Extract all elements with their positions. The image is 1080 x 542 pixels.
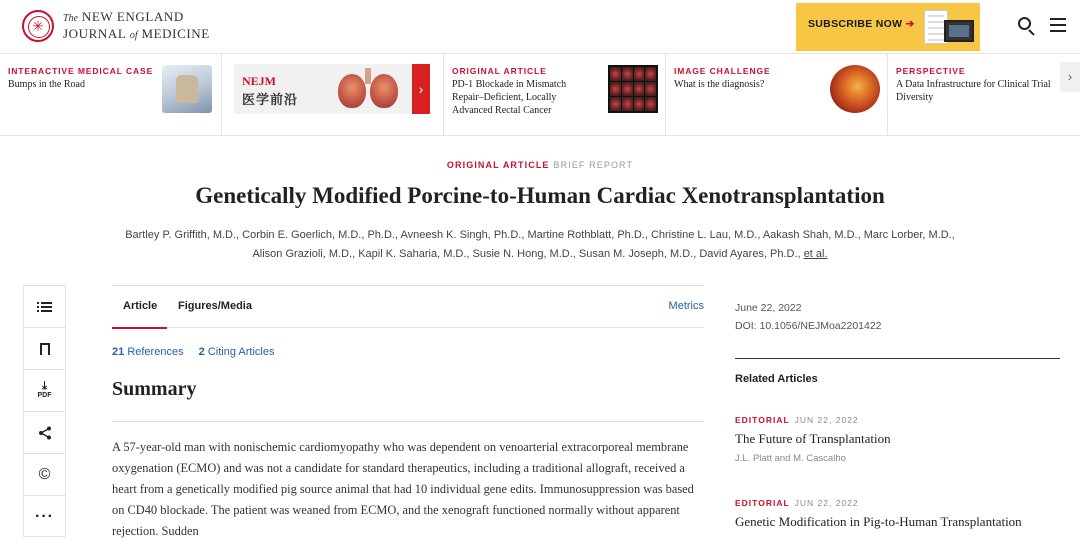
related-type: EDITORIAL [735, 415, 790, 425]
share-icon [38, 426, 52, 440]
nejm-seal-icon [22, 10, 54, 42]
article-subtype: BRIEF REPORT [553, 160, 634, 170]
logo-medicine: MEDICINE [141, 26, 210, 41]
authors-line-2: Alison Grazioli, M.D., Kapil K. Saharia, M.D., Susie N. Hong, M.D., Susan M. Joseph, M.D., David Ayares, Ph.D., [252, 248, 801, 260]
arrow-right-icon: ➔ [905, 18, 915, 30]
authors-line-1: Bartley P. Griffith, M.D., Corbin E. Goerlich, M.D., Ph.D., Avneesh K. Singh, Ph.D., Martine Rothblatt, Ph.D., Christine L. Lau, M.D., Aakash Shah, M.D., Marc Lorber, M.D., [125, 229, 955, 241]
nejm-logo[interactable] [22, 9, 210, 43]
outline-button[interactable] [23, 285, 66, 327]
site-header [0, 0, 1080, 54]
subscribe-label: SUBSCRIBE NOW ➔ [808, 18, 915, 30]
devices-illustration-icon [924, 8, 976, 48]
related-authors: J.L. Platt and M. Cascalho [735, 453, 846, 464]
lungs-icon [332, 68, 404, 110]
article-tabs [112, 285, 704, 328]
related-date: JUN 22, 2022 [794, 415, 859, 425]
article-type: ORIGINAL ARTICLE [446, 160, 550, 170]
et-al-link[interactable]: et al. [803, 248, 828, 260]
banner-arrow-icon[interactable]: › [412, 64, 430, 114]
article-meta [735, 299, 882, 335]
related-title[interactable]: The Future of Transplantation [735, 431, 891, 446]
tab-metrics[interactable]: Metrics [668, 300, 704, 312]
more-button[interactable] [23, 495, 66, 537]
related-articles-heading: Related Articles [735, 373, 818, 385]
pdf-icon: ⤓ PDF [37, 379, 52, 399]
promo-kicker: PERSPECTIVE [896, 66, 966, 76]
related-title[interactable]: Genetic Modification in Pig-to-Human Transplantation [735, 514, 1022, 529]
nejm-chinese-banner[interactable] [234, 64, 430, 114]
promo-title: What is the diagnosis? [674, 79, 765, 90]
chevron-right-icon[interactable]: › [1060, 62, 1080, 92]
tab-figures-media[interactable]: Figures/Media [178, 300, 252, 312]
pdf-label: PDF [37, 391, 52, 399]
case-thumbnail-icon [162, 65, 212, 113]
pdf-download-button[interactable] [23, 369, 66, 411]
promo-card-perspective[interactable] [888, 54, 1060, 136]
related-date: JUN 22, 2022 [794, 498, 859, 508]
reference-links [112, 346, 274, 358]
references-link[interactable]: 21 References [112, 346, 184, 358]
related-article-item[interactable] [735, 415, 1060, 464]
promo-title: PD-1 Blockade in Mismatch Repair–Deficient, Locally Advanced Rectal Cancer [452, 79, 567, 116]
article-title: Genetically Modified Porcine-to-Human Cardiac Xenotransplantation [195, 183, 885, 208]
author-list [100, 226, 980, 264]
menu-icon[interactable] [1050, 18, 1066, 32]
tab-article[interactable]: Article [123, 300, 158, 312]
logo-journal: JOURNAL [63, 26, 126, 41]
doi: DOI: 10.1056/NEJMoa2201422 [735, 320, 882, 332]
article-kicker [0, 160, 1080, 170]
copyright-icon: © [38, 465, 51, 483]
article-tool-rail [23, 285, 66, 537]
promo-title: Bumps in the Road [8, 79, 85, 90]
banner-text: 医学前沿 [242, 92, 299, 107]
mri-thumbnail-icon [608, 65, 658, 113]
bookmark-button[interactable] [23, 327, 66, 369]
logo-the: The [63, 13, 78, 24]
citing-articles-link[interactable]: 2 Citing Articles [198, 346, 275, 358]
more-icon: ··· [35, 507, 54, 525]
divider [735, 358, 1060, 359]
promo-card-image-challenge[interactable] [666, 54, 888, 136]
list-icon [38, 302, 52, 312]
bookmark-icon [40, 343, 50, 355]
summary-heading: Summary [112, 378, 197, 400]
promo-kicker: INTERACTIVE MEDICAL CASE [8, 66, 154, 76]
related-type: EDITORIAL [735, 498, 790, 508]
subscribe-button[interactable] [796, 3, 980, 51]
promo-card-nejm-banner[interactable] [222, 54, 444, 136]
logo-line1: NEW ENGLAND [81, 9, 184, 24]
divider [112, 421, 704, 422]
logo-wordmark [63, 9, 210, 43]
logo-of: of [129, 30, 138, 41]
promo-title: A Data Infrastructure for Clinical Trial Diversity [896, 79, 1051, 103]
share-button[interactable] [23, 411, 66, 453]
promo-card-interactive-case[interactable] [0, 54, 222, 136]
related-article-item[interactable] [735, 498, 1060, 530]
banner-logo: NEJM [242, 74, 276, 88]
promo-kicker: ORIGINAL ARTICLE [452, 66, 547, 76]
permissions-button[interactable] [23, 453, 66, 495]
promo-kicker: IMAGE CHALLENGE [674, 66, 771, 76]
summary-text: A 57-year-old man with nonischemic cardiomyopathy who was dependent on venoarterial extracorporeal membrane oxygenation (ECMO) and was not a candidate for standard therapeutics, including a traditional allograft, received a heart from a genetically modified pig source animal that had 10 individual gene edits. Immunosuppression was based on CD40 blockade. The patient was weaned from ECMO, and the xenograft functioned normally without apparent rejection. Sudden [112, 440, 694, 538]
publish-date: June 22, 2022 [735, 302, 802, 314]
search-icon[interactable] [1016, 15, 1038, 37]
retina-thumbnail-icon [830, 65, 880, 113]
promo-strip [0, 54, 1080, 136]
promo-card-original-article[interactable] [444, 54, 666, 136]
